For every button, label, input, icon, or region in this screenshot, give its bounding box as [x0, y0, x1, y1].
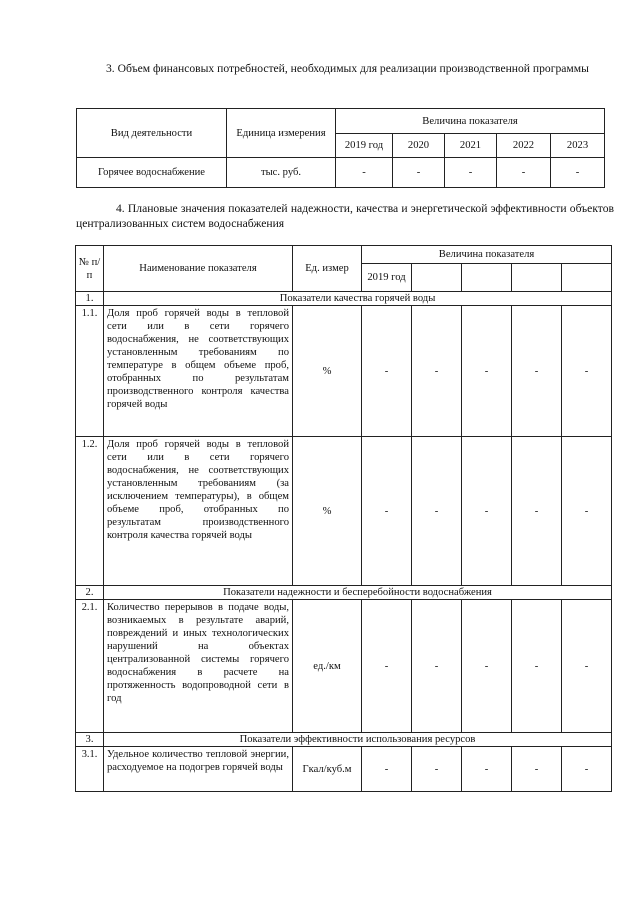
column-header-value-group: Величина показателя: [362, 246, 612, 264]
value-cell: -: [512, 600, 562, 733]
section-4-heading: 4. Плановые значения показателей надежности, качества и энергетической эффективности объектов централизованных систем водоснабжения: [76, 202, 614, 230]
unit-cell: %: [293, 306, 362, 437]
unit-cell: Гкал/куб.м: [293, 747, 362, 792]
section-num: 3.: [76, 733, 104, 747]
value-cell: -: [412, 437, 462, 586]
value-cell: -: [362, 747, 412, 792]
value-cell: -: [512, 747, 562, 792]
activity-cell: Горячее водоснабжение: [77, 158, 227, 188]
value-cell: -: [562, 306, 612, 437]
financial-needs-table: [76, 108, 605, 188]
value-cell: -: [362, 437, 412, 586]
value-cell: -: [497, 158, 551, 188]
indicator-name: Доля проб горячей воды в тепловой сети или в сети горячего водоснабжения, не соответствующих установленным требованиям по температуре в общем объеме проб, отобранных по результатам производственного контроля качества горячей воды: [104, 306, 293, 437]
section-num: 2.: [76, 586, 104, 600]
year-header: [512, 264, 562, 292]
value-cell: -: [512, 306, 562, 437]
value-cell: -: [551, 158, 605, 188]
year-header: 2023: [551, 134, 605, 158]
column-header-value-group: Величина показателя: [336, 109, 605, 134]
value-cell: -: [412, 306, 462, 437]
year-header: 2019 год: [336, 134, 393, 158]
section-num: 1.: [76, 292, 104, 306]
year-header: 2021: [445, 134, 497, 158]
row-num: 1.2.: [76, 437, 104, 586]
year-header: 2020: [393, 134, 445, 158]
value-cell: -: [393, 158, 445, 188]
column-header-num: № п/п: [76, 246, 104, 292]
value-cell: -: [362, 306, 412, 437]
indicator-name: Доля проб горячей воды в тепловой сети или в сети горячего водоснабжения, не соответствующих установленным требованиям (за исключением температуры), в общем объеме проб, отобранных по результатам производственного контроля качества горячей воды: [104, 437, 293, 586]
section-3-heading: 3. Объем финансовых потребностей, необходимых для реализации производственной программы: [106, 62, 589, 75]
indicator-name: Количество перерывов в подаче воды, возникаемых в результате аварий, повреждений и иных технологических нарушений на объектах централизованной системы горячего водоснабжения в расчете на протяженность водопроводной сети в год: [104, 600, 293, 733]
value-cell: -: [362, 600, 412, 733]
value-cell: -: [412, 747, 462, 792]
value-cell: -: [336, 158, 393, 188]
year-header: [462, 264, 512, 292]
year-header: 2019 год: [362, 264, 412, 292]
column-header-name: Наименование показателя: [104, 246, 293, 292]
column-header-unit: Единица измерения: [227, 109, 336, 158]
year-header: [412, 264, 462, 292]
unit-cell: ед./км: [293, 600, 362, 733]
column-header-unit: Ед. измер: [293, 246, 362, 292]
value-cell: -: [445, 158, 497, 188]
year-header: 2022: [497, 134, 551, 158]
value-cell: -: [412, 600, 462, 733]
row-num: 2.1.: [76, 600, 104, 733]
performance-indicators-table: [75, 245, 612, 792]
value-cell: -: [562, 600, 612, 733]
row-num: 3.1.: [76, 747, 104, 792]
section-title: Показатели эффективности использования ресурсов: [104, 733, 612, 747]
value-cell: -: [462, 437, 512, 586]
value-cell: -: [562, 747, 612, 792]
value-cell: -: [562, 437, 612, 586]
section-title: Показатели надежности и бесперебойности водоснабжения: [104, 586, 612, 600]
value-cell: -: [462, 600, 512, 733]
value-cell: -: [462, 306, 512, 437]
column-header-activity: Вид деятельности: [77, 109, 227, 158]
section-title: Показатели качества горячей воды: [104, 292, 612, 306]
value-cell: -: [462, 747, 512, 792]
indicator-name: Удельное количество тепловой энергии, расходуемое на подогрев горячей воды: [104, 747, 293, 792]
value-cell: -: [512, 437, 562, 586]
unit-cell: тыс. руб.: [227, 158, 336, 188]
row-num: 1.1.: [76, 306, 104, 437]
year-header: [562, 264, 612, 292]
unit-cell: %: [293, 437, 362, 586]
